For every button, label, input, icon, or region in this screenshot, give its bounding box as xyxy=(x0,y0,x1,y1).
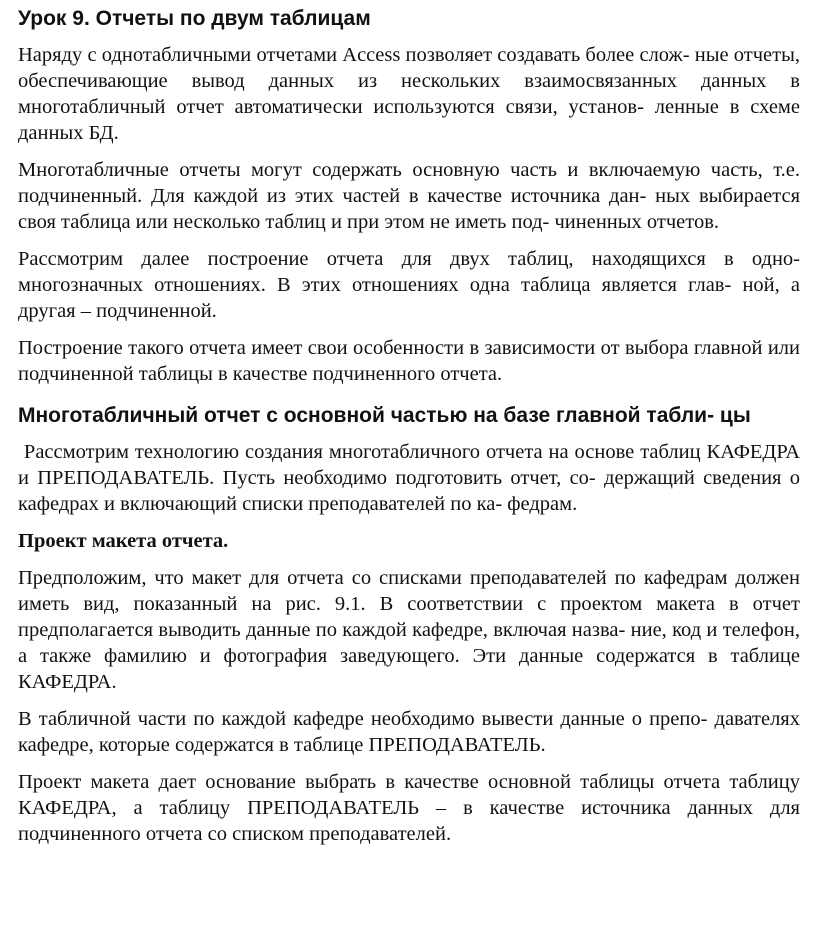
section-paragraph: Рассмотрим технологию создания многотабличного отчета на основе таблиц КАФЕДРА и ПРЕПОДАВАТЕЛЬ. Пусть необходимо подготовить отчет, со- держащий сведения о кафедрах и включающий списки преподавателей по ка- федрам. xyxy=(18,441,806,515)
intro-paragraph-3: Рассмотрим далее построение отчета для двух таблиц, находящихся в одно- многозначных отношениях. В этих отношениях одна таблица является глав- ной, а другая – подчиненной. xyxy=(18,248,800,322)
subsection-title: Проект макета отчета. xyxy=(18,530,229,552)
section-title: Многотабличный отчет с основной частью на базе главной табли- цы xyxy=(18,404,751,427)
intro-paragraph-2: Многотабличные отчеты могут содержать основную часть и включаемую часть, т.е. подчиненный. Для каждой из этих частей в качестве источника дан- ных выбирается своя таблица или несколько таблиц и при этом не иметь под- чиненных отчетов. xyxy=(18,159,800,233)
intro-paragraph-4: Построение такого отчета имеет свои особенности в зависимости от выбора главной или подчиненной таблицы в качестве подчиненного отчета. xyxy=(18,337,800,385)
intro-paragraph-1: Наряду с однотабличными отчетами Access позволяет создавать более слож- ные отчеты, обеспечивающие вывод данных из нескольких взаимосвязанных данных в многотабличный отчет автоматически используются связи, установ- ленные в схеме данных БД. xyxy=(18,44,800,144)
subsection-paragraph-1: Предположим, что макет для отчета со списками преподавателей по кафедрам должен иметь вид, показанный на рис. 9.1. В соответствии с проектом макета в отчет предполагается выводить данные по каждой кафедре, включая назва- ние, код и телефон, а также фамилию и фотография заведующего. Эти данные содержатся в таблице КАФЕДРА. xyxy=(18,567,800,693)
subsection-paragraph-3: Проект макета дает основание выбрать в качестве основной таблицы отчета таблицу КАФЕДРА, а таблицу ПРЕПОДАВАТЕЛЬ – в качестве источника данных для подчиненного отчета со списком преподавателей. xyxy=(18,771,800,845)
subsection-paragraph-2: В табличной части по каждой кафедре необходимо вывести данные о препо- давателях кафедре, которые содержатся в таблице ПРЕПОДАВАТЕЛЬ. xyxy=(18,708,800,756)
lesson-title: Урок 9. Отчеты по двум таблицам xyxy=(18,7,371,30)
